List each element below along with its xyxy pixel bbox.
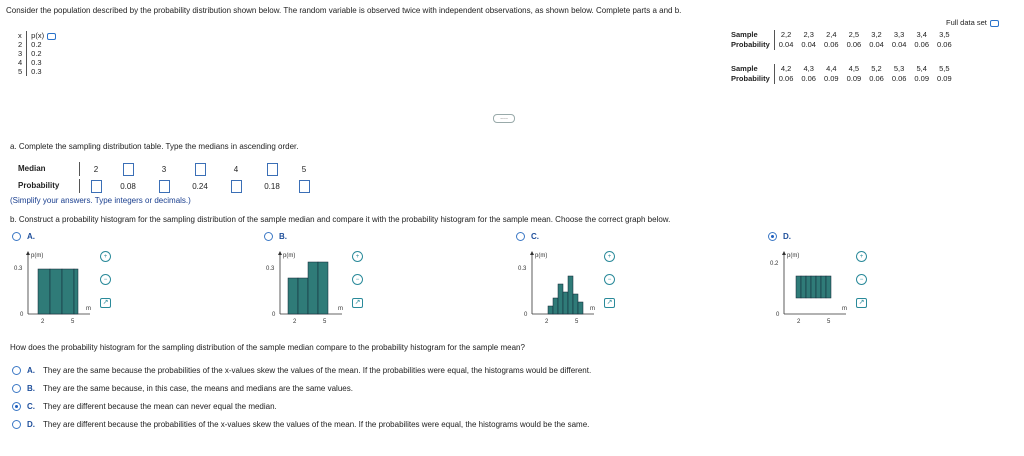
bar: [553, 298, 558, 314]
sample-cell: 3,4: [916, 30, 927, 39]
radio-button[interactable]: [12, 366, 21, 375]
expand-icon[interactable]: ↗: [352, 298, 363, 308]
bar: [796, 276, 801, 298]
dist-x: 2: [18, 40, 23, 49]
histogram-b: [266, 248, 356, 326]
y-arrow: [278, 251, 282, 255]
dist-px: 0.3: [27, 67, 60, 76]
hint-text: (Simplify your answers. Type integers or decimals.): [10, 196, 191, 205]
median-input[interactable]: [195, 163, 206, 176]
x-tick: 2: [293, 319, 297, 325]
option-letter: B.: [279, 232, 287, 241]
prob-cell: 0.06: [801, 74, 816, 83]
y-max-label: 0.2: [770, 261, 779, 267]
probability-input[interactable]: [91, 180, 102, 193]
y-axis-label: p(m): [787, 253, 800, 259]
median-label: Median: [18, 162, 80, 176]
y-arrow: [530, 251, 534, 255]
bar: [74, 269, 78, 314]
prob-cell: 0.04: [778, 40, 794, 49]
x-tick: 2: [545, 319, 549, 325]
sample-cell: 3,5: [939, 30, 950, 39]
sample-label: Sample: [731, 64, 774, 74]
probability-label: Probability: [731, 74, 774, 84]
prob-cell: 0.04: [869, 40, 884, 49]
option-text: They are the same because, in this case, the means and medians are the same values.: [43, 384, 353, 393]
x-tick: 5: [827, 319, 831, 325]
bar: [308, 262, 318, 314]
y-min-label: 0: [776, 312, 780, 318]
option-letter: D.: [27, 420, 35, 429]
probability-input[interactable]: [231, 180, 242, 193]
expand-icon[interactable]: ↗: [604, 298, 615, 308]
median-input-wrap: [112, 162, 144, 176]
graph-option-b[interactable]: [264, 232, 287, 241]
y-min-label: 0: [524, 312, 528, 318]
y-axis-label: p(m): [31, 253, 44, 259]
x-tick: 2: [797, 319, 801, 325]
bar: [288, 278, 298, 314]
zoom-in-icon[interactable]: +: [604, 251, 615, 262]
dist-x: 3: [18, 49, 23, 58]
copy-icon[interactable]: [47, 33, 56, 40]
y-arrow: [26, 251, 30, 255]
option-letter: D.: [783, 232, 791, 241]
bar: [62, 269, 74, 314]
probability-input-wrap: [144, 179, 184, 193]
sample-cell: 3,3: [893, 30, 905, 39]
bar: [318, 262, 328, 314]
part-b-instruction: b. Construct a probability histogram for the sampling distribution of the sample median and compare it with the probability histogram for the sample mean. Choose the correct graph below.: [10, 215, 671, 224]
bar: [811, 276, 816, 298]
sample-label: Sample: [731, 30, 774, 40]
sample-cell: 5,4: [916, 64, 927, 73]
radio-button[interactable]: [12, 232, 21, 241]
prob-cell: 0.04: [801, 40, 816, 49]
y-max-label: 0.3: [14, 266, 23, 272]
sample-cell: 5,2: [871, 64, 882, 73]
bar: [568, 276, 573, 314]
y-max-label: 0.3: [518, 266, 527, 272]
prob-cell: 0.06: [891, 74, 907, 83]
zoom-out-icon[interactable]: −: [352, 274, 363, 285]
prob-cell: 0.04: [891, 40, 907, 49]
y-min-label: 0: [272, 312, 276, 318]
probability-value: 0.18: [264, 181, 280, 191]
x-tick: 5: [323, 319, 327, 325]
prob-cell: 0.06: [869, 74, 884, 83]
bar: [578, 302, 583, 314]
probability-input-wrap: [288, 179, 320, 193]
y-axis-label: p(m): [283, 253, 296, 259]
dist-px: 0.2: [27, 49, 60, 58]
x-axis-label: m: [842, 306, 847, 312]
option-letter: C.: [531, 232, 539, 241]
answer-option-b[interactable]: [12, 384, 353, 393]
median-input-wrap: [256, 162, 288, 176]
probability-row: [18, 179, 320, 193]
bar: [826, 276, 831, 298]
bar: [821, 276, 826, 298]
bar: [38, 269, 50, 314]
expand-icon[interactable]: ↗: [100, 298, 111, 308]
radio-button[interactable]: [12, 420, 21, 429]
probability-value: 0.24: [192, 181, 208, 191]
graph-option-a[interactable]: [12, 232, 35, 241]
median-row: [18, 162, 320, 176]
bar: [298, 278, 308, 314]
x-axis-label: m: [86, 306, 91, 312]
y-axis-label: p(m): [535, 253, 548, 259]
probability-input-wrap: [216, 179, 256, 193]
intro-text: Consider the population described by the probability distribution shown below. The random variable is observed twice with independent observations, as shown below. Complete parts a and b.: [6, 6, 682, 15]
probability-input-wrap: [80, 179, 112, 193]
bar: [563, 292, 568, 314]
probability-value: 0.08: [120, 181, 136, 191]
option-letter: A.: [27, 232, 35, 241]
dist-header-x: x: [18, 31, 22, 40]
zoom-in-icon[interactable]: +: [856, 251, 867, 262]
median-value: 2: [93, 164, 99, 174]
comparison-question: How does the probability histogram for the sampling distribution of the sample median compare to the probability histogram for the sample mean?: [10, 343, 525, 352]
copy-icon[interactable]: [990, 20, 999, 27]
y-max-label: 0.3: [266, 266, 275, 272]
zoom-out-icon[interactable]: −: [856, 274, 867, 285]
answer-option-a[interactable]: [12, 366, 591, 375]
histogram-c: [518, 248, 608, 326]
bar: [573, 294, 578, 314]
zoom-out-icon[interactable]: −: [100, 274, 111, 285]
bar: [548, 306, 553, 314]
option-letter: A.: [27, 366, 35, 375]
bar: [806, 276, 811, 298]
sample-cell: 4,5: [848, 64, 860, 73]
option-letter: C.: [27, 402, 35, 411]
dist-x: 4: [18, 58, 23, 67]
dist-x: 5: [18, 67, 23, 76]
samples-table-top: [731, 30, 956, 50]
median-value: 4: [233, 164, 239, 174]
samples-table-bottom: [731, 64, 956, 84]
prob-cell: 0.06: [846, 40, 862, 49]
prob-cell: 0.09: [937, 74, 952, 83]
option-text: They are the same because the probabilities of the x-values skew the values of the mean. If the probabilities were equal, the histograms would be different.: [43, 366, 592, 375]
dist-px: 0.3: [27, 58, 60, 67]
median-input-wrap: [184, 162, 216, 176]
sample-cell: 4,2: [780, 64, 792, 73]
sample-cell: 5,3: [893, 64, 905, 73]
sample-cell: 2,3: [803, 30, 814, 39]
zoom-out-icon[interactable]: −: [604, 274, 615, 285]
radio-button[interactable]: [264, 232, 273, 241]
zoom-in-icon[interactable]: +: [352, 251, 363, 262]
prob-cell: 0.06: [778, 74, 794, 83]
y-arrow: [782, 251, 786, 255]
dist-header-px: p(x): [27, 31, 60, 40]
zoom-in-icon[interactable]: +: [100, 251, 111, 262]
graph-option-c[interactable]: [516, 232, 539, 241]
x-tick: 5: [575, 319, 579, 325]
option-text: They are different because the mean can never equal the median.: [43, 402, 277, 411]
sample-cell: 2,5: [848, 30, 860, 39]
sample-cell: 5,5: [939, 64, 950, 73]
prob-cell: 0.09: [914, 74, 930, 83]
radio-button[interactable]: [12, 384, 21, 393]
bar: [50, 269, 62, 314]
prob-cell: 0.06: [823, 40, 839, 49]
distribution-table: [14, 31, 60, 76]
x-tick: 5: [71, 319, 75, 325]
x-axis-label: m: [590, 306, 595, 312]
sample-cell: 2,2: [780, 30, 792, 39]
part-a-instruction: a. Complete the sampling distribution table. Type the medians in ascending order.: [10, 142, 299, 151]
x-tick: 2: [41, 319, 45, 325]
more-button[interactable]: ....: [493, 114, 515, 123]
median-value: 3: [161, 164, 167, 174]
y-min-label: 0: [20, 312, 24, 318]
option-text: They are different because the probabilities of the x-values skew the values of the mean. If the probabilites were equal, the histograms would be the same.: [43, 420, 590, 429]
prob-cell: 0.06: [937, 40, 952, 49]
median-input[interactable]: [123, 163, 134, 176]
probability-input[interactable]: [159, 180, 170, 193]
expand-icon[interactable]: ↗: [856, 298, 867, 308]
median-value: 5: [301, 164, 307, 174]
probability-row-label: Probability: [18, 179, 80, 193]
probability-input[interactable]: [299, 180, 310, 193]
median-input[interactable]: [267, 163, 278, 176]
radio-button-selected[interactable]: [768, 232, 777, 241]
sample-cell: 4,3: [803, 64, 814, 73]
bar: [816, 276, 821, 298]
prob-cell: 0.06: [914, 40, 930, 49]
radio-button[interactable]: [516, 232, 525, 241]
probability-label: Probability: [731, 40, 774, 50]
answer-option-c[interactable]: [12, 402, 277, 411]
sample-cell: 3,2: [871, 30, 882, 39]
bar: [558, 284, 563, 314]
sample-cell: 2,4: [826, 30, 837, 39]
radio-button-selected[interactable]: [12, 402, 21, 411]
answer-option-d[interactable]: [12, 420, 589, 429]
dist-px: 0.2: [27, 40, 60, 49]
full-data-set-label: Full data set: [946, 18, 987, 27]
prob-cell: 0.09: [823, 74, 839, 83]
full-data-set-link[interactable]: [946, 18, 999, 27]
prob-cell: 0.09: [846, 74, 862, 83]
graph-option-d[interactable]: [768, 232, 791, 241]
bar: [801, 276, 806, 298]
histogram-d: [770, 248, 860, 326]
option-letter: B.: [27, 384, 35, 393]
histogram-a: [14, 248, 104, 326]
x-axis-label: m: [338, 306, 343, 312]
sample-cell: 4,4: [826, 64, 837, 73]
